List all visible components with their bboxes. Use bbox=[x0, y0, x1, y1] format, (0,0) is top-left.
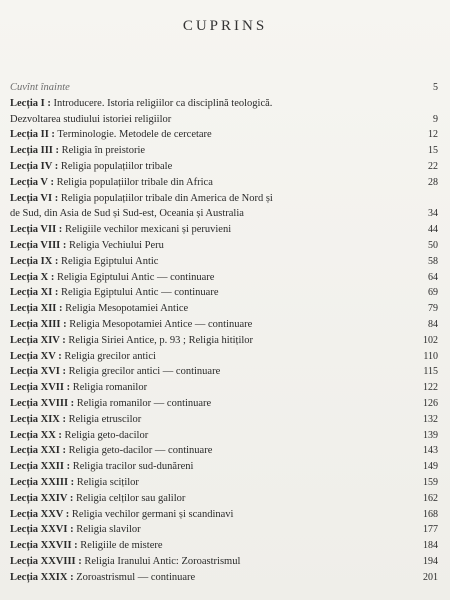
toc-entry bbox=[10, 459, 438, 475]
toc-entry-line bbox=[10, 287, 219, 298]
lesson-label: Lecția XVII : bbox=[10, 382, 71, 394]
toc-entry-text bbox=[10, 191, 402, 223]
toc-entry-text bbox=[10, 412, 402, 428]
page-number: 12 bbox=[428, 129, 438, 141]
lesson-title: Religia sciților bbox=[76, 476, 139, 488]
toc-entry-text bbox=[10, 428, 402, 444]
toc-entry-line bbox=[10, 509, 233, 520]
lesson-label: Lecția XXVI : bbox=[10, 524, 74, 536]
lesson-label: Lecția XV : bbox=[10, 350, 62, 362]
toc-entry-text bbox=[10, 270, 402, 286]
toc-entry bbox=[10, 554, 438, 570]
lesson-title: Religia tracilor sud-dunăreni bbox=[72, 461, 194, 473]
toc-entry bbox=[10, 191, 438, 223]
page-number: 115 bbox=[423, 366, 438, 378]
toc-entry bbox=[10, 491, 438, 507]
page-number: 64 bbox=[428, 271, 438, 283]
toc-entry bbox=[10, 222, 438, 238]
toc-entry bbox=[10, 238, 438, 254]
page-number: 201 bbox=[423, 571, 438, 583]
lesson-label: Lecția III : bbox=[10, 145, 59, 157]
lesson-label: Lecția VII : bbox=[10, 224, 63, 236]
toc-entry bbox=[10, 159, 438, 175]
lesson-title: Religia populațiilor tribale din Africa bbox=[56, 176, 213, 188]
toc-entry-line bbox=[10, 177, 213, 188]
lesson-label: Lecția XXIII : bbox=[10, 476, 75, 488]
lesson-title: Religia populațiilor tribale din America de Nord și bbox=[60, 192, 273, 204]
toc-entry-line bbox=[10, 430, 148, 441]
page-title: CUPRINS bbox=[182, 18, 268, 34]
page-number: 5 bbox=[433, 82, 438, 93]
lesson-title: Religia grecilor antici bbox=[64, 350, 156, 362]
lesson-title: Zoroastrismul — continuare bbox=[76, 571, 196, 583]
page-number: 84 bbox=[428, 318, 438, 330]
toc-entry bbox=[10, 96, 438, 128]
toc-entry bbox=[10, 317, 438, 333]
lesson-label: Lecția XXII : bbox=[10, 461, 71, 473]
lesson-title: Terminologie. Metodele de cercetare bbox=[57, 129, 212, 141]
toc-entry-text bbox=[10, 333, 402, 349]
lesson-label: Lecția V : bbox=[10, 176, 54, 188]
page-number: 177 bbox=[423, 524, 438, 536]
lesson-label: Lecția XIII : bbox=[10, 318, 67, 330]
toc-entry-text bbox=[10, 570, 402, 586]
toc-entry bbox=[10, 333, 438, 349]
lesson-label: Lecția XX : bbox=[10, 429, 62, 441]
toc-entry bbox=[10, 428, 438, 444]
page-number: 149 bbox=[423, 461, 438, 473]
toc-entry-text bbox=[10, 364, 402, 380]
toc-entry bbox=[10, 380, 438, 396]
lesson-title: Religiile de mistere bbox=[80, 540, 163, 552]
page-number: 22 bbox=[428, 160, 438, 172]
toc-entry bbox=[10, 127, 438, 143]
toc-entry-text bbox=[10, 159, 402, 175]
page-number: 79 bbox=[428, 303, 438, 315]
lesson-label: Lecția XVIII : bbox=[10, 397, 75, 409]
toc-entry bbox=[10, 349, 438, 365]
toc-entry-text bbox=[10, 349, 402, 365]
toc-entry bbox=[10, 475, 438, 491]
toc-entry-text bbox=[10, 222, 402, 238]
page-number: 58 bbox=[428, 255, 438, 267]
toc-entry-line bbox=[10, 240, 164, 251]
lesson-label: Lecția XII : bbox=[10, 303, 63, 315]
lesson-label: Lecția XIX : bbox=[10, 413, 66, 425]
lesson-title: Religia celților sau galilor bbox=[76, 492, 186, 504]
lesson-title-continued: Dezvoltarea studiului istoriei religiilor bbox=[10, 113, 172, 125]
lesson-title: Religia în preistorie bbox=[61, 145, 146, 157]
toc-entry-text bbox=[10, 80, 402, 96]
lesson-title: Religia grecilor antici — continuare bbox=[68, 366, 221, 378]
lesson-title: Religia populațiilor tribale bbox=[60, 160, 173, 172]
toc-entry bbox=[10, 396, 438, 412]
toc-entry-line bbox=[10, 477, 139, 488]
page-number: 110 bbox=[423, 350, 438, 362]
toc-entry-line bbox=[10, 540, 163, 551]
page-number: 162 bbox=[423, 492, 438, 504]
toc-entry-text bbox=[10, 143, 402, 159]
lesson-label: Lecția XXVII : bbox=[10, 540, 78, 552]
toc-entry-line bbox=[10, 524, 141, 535]
lesson-label: Lecția VI : bbox=[10, 192, 59, 204]
lesson-title: Religia Siriei Antice, p. 93 ; Religia hitiților bbox=[68, 334, 254, 346]
toc-entry-line bbox=[10, 224, 231, 235]
toc-entry bbox=[10, 143, 438, 159]
lesson-title: Religia Vechiului Peru bbox=[69, 239, 164, 251]
lesson-title: Religia geto-dacilor — continuare bbox=[68, 445, 213, 457]
toc-entry-line bbox=[10, 145, 145, 156]
lesson-label: Lecția XI : bbox=[10, 287, 59, 299]
page-number: 132 bbox=[423, 413, 438, 425]
toc-entry bbox=[10, 443, 438, 459]
toc-entry-text bbox=[10, 96, 402, 128]
lesson-title: Religia slavilor bbox=[76, 524, 141, 536]
lesson-label: Lecția X : bbox=[10, 271, 55, 283]
lesson-label: Lecția XXVIII : bbox=[10, 555, 82, 567]
toc-entry bbox=[10, 254, 438, 270]
lesson-label: Lecția II : bbox=[10, 129, 55, 141]
page-number: 9 bbox=[433, 113, 438, 125]
toc-entry-text bbox=[10, 475, 402, 491]
toc-entry-text bbox=[10, 301, 402, 317]
lesson-title: Religia geto-dacilor bbox=[64, 429, 149, 441]
toc-entry-line bbox=[10, 445, 212, 456]
lesson-label: Lecția XVI : bbox=[10, 366, 66, 378]
page-number: 143 bbox=[423, 445, 438, 457]
table-of-contents bbox=[10, 80, 438, 586]
toc-entry-text bbox=[10, 317, 402, 333]
lesson-title-continued: de Sud, din Asia de Sud și Sud-est, Oceania și Australia bbox=[10, 208, 244, 220]
toc-entry bbox=[10, 175, 438, 191]
toc-entry-text bbox=[10, 491, 402, 507]
page-number: 159 bbox=[423, 476, 438, 488]
page-number: 122 bbox=[423, 382, 438, 394]
lesson-label: Lecția I : bbox=[10, 97, 51, 109]
toc-entry bbox=[10, 507, 438, 523]
lesson-title: Cuvînt înainte bbox=[10, 82, 70, 93]
toc-entry-text bbox=[10, 127, 402, 143]
toc-entry-line bbox=[10, 193, 273, 204]
toc-entry-line bbox=[10, 493, 185, 504]
page-number: 126 bbox=[423, 397, 438, 409]
lesson-label: Lecția VIII : bbox=[10, 239, 67, 251]
toc-entry bbox=[10, 522, 438, 538]
page-number: 102 bbox=[423, 334, 438, 346]
toc-entry-line bbox=[10, 572, 195, 583]
lesson-label: Lecția XXIX : bbox=[10, 571, 74, 583]
lesson-title: Religia vechilor germani și scandinavi bbox=[71, 508, 234, 520]
lesson-label: Lecția IX : bbox=[10, 255, 59, 267]
toc-entry-line bbox=[10, 398, 211, 409]
toc-entry bbox=[10, 412, 438, 428]
toc-entry-text bbox=[10, 238, 402, 254]
lesson-title: Religia Egiptului Antic — continuare bbox=[61, 287, 219, 299]
toc-entry-text bbox=[10, 380, 402, 396]
toc-entry-text bbox=[10, 507, 402, 523]
page-number: 28 bbox=[428, 176, 438, 188]
toc-entry-line bbox=[10, 98, 272, 109]
lesson-title: Introducere. Istoria religiilor ca disciplină teologică. bbox=[53, 97, 273, 109]
toc-entry-line bbox=[10, 366, 220, 377]
toc-entry-text bbox=[10, 538, 402, 554]
toc-entry-text bbox=[10, 522, 402, 538]
lesson-label: Lecția XIV : bbox=[10, 334, 66, 346]
toc-entry-text bbox=[10, 396, 402, 412]
lesson-title: Religia Mesopotamiei Antice — continuare bbox=[69, 318, 253, 330]
page-number: 168 bbox=[423, 508, 438, 520]
lesson-title: Religia etruscilor bbox=[68, 413, 142, 425]
page-number: 69 bbox=[428, 287, 438, 299]
lesson-title: Religiile vechilor mexicani și peruvieni bbox=[64, 224, 232, 236]
page-number: 50 bbox=[428, 239, 438, 251]
toc-entry-line bbox=[10, 556, 240, 567]
lesson-title: Religia Egiptului Antic bbox=[61, 255, 159, 267]
toc-entry-line bbox=[10, 161, 172, 172]
page-number: 34 bbox=[428, 208, 438, 220]
page-number: 194 bbox=[423, 555, 438, 567]
toc-entry-line bbox=[10, 319, 252, 330]
toc-entry-text bbox=[10, 554, 402, 570]
toc-entry-text bbox=[10, 175, 402, 191]
toc-entry-line bbox=[10, 256, 158, 267]
toc-entry bbox=[10, 570, 438, 586]
lesson-title: Religia Egiptului Antic — continuare bbox=[56, 271, 215, 283]
lesson-title: Religia Iranului Antic: Zoroastrismul bbox=[84, 555, 241, 567]
toc-entry-line bbox=[10, 303, 188, 314]
toc-entry-text bbox=[10, 285, 402, 301]
toc-entry-line bbox=[10, 335, 253, 346]
toc-entry-line bbox=[10, 414, 141, 425]
toc-entry-line bbox=[10, 351, 156, 362]
page-number: 139 bbox=[423, 429, 438, 441]
toc-entry-line bbox=[10, 272, 214, 283]
lesson-label: Lecția IV : bbox=[10, 160, 59, 172]
toc-entry-text bbox=[10, 459, 402, 475]
toc-entry-line bbox=[10, 461, 193, 472]
toc-entry bbox=[10, 270, 438, 286]
lesson-label: Lecția XXIV : bbox=[10, 492, 74, 504]
page-number: 15 bbox=[428, 145, 438, 157]
lesson-title: Religia Mesopotamiei Antice bbox=[65, 303, 189, 315]
lesson-label: Lecția XXI : bbox=[10, 445, 66, 457]
lesson-title: Religia romanilor — continuare bbox=[76, 397, 212, 409]
toc-entry bbox=[10, 538, 438, 554]
toc-entry-text bbox=[10, 443, 402, 459]
toc-entry bbox=[10, 285, 438, 301]
toc-entry bbox=[10, 364, 438, 380]
toc-entry-line bbox=[10, 129, 212, 140]
toc-entry bbox=[10, 80, 438, 96]
toc-entry-line bbox=[10, 382, 147, 393]
lesson-title: Religia romanilor bbox=[72, 382, 148, 394]
lesson-label: Lecția XXV : bbox=[10, 508, 70, 520]
page-number: 184 bbox=[423, 540, 438, 552]
toc-entry-line bbox=[10, 82, 70, 93]
toc-entry-text bbox=[10, 254, 402, 270]
toc-entry bbox=[10, 301, 438, 317]
page-number: 44 bbox=[428, 224, 438, 236]
